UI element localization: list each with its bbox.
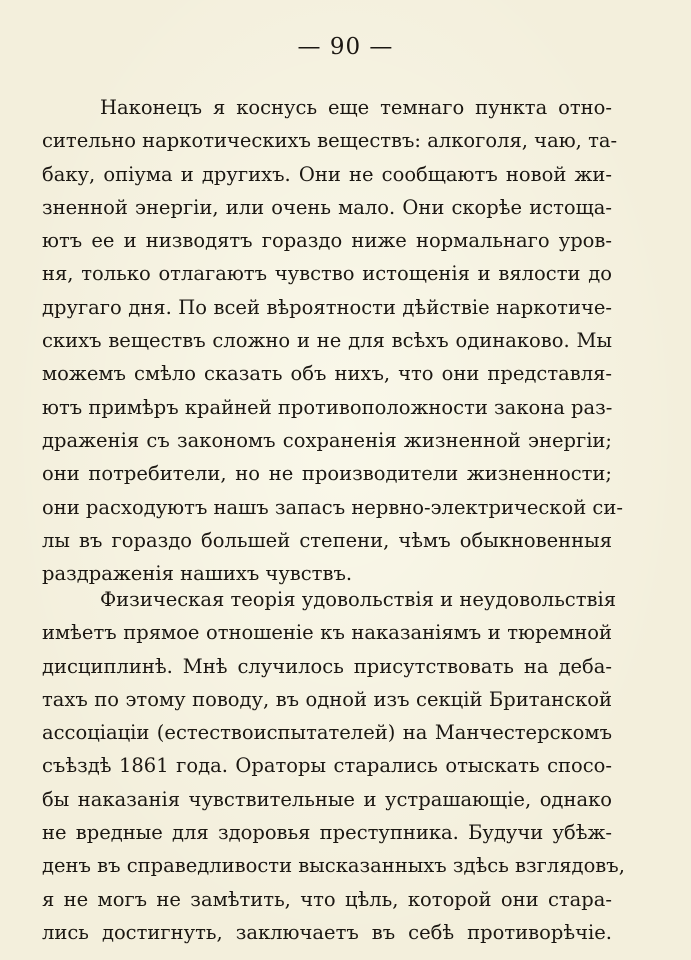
text-line: можемъ смѣло сказать объ нихъ, что они представля- [42,362,612,386]
text-line: скихъ веществъ сложно и не для всѣхъ одинаково. Мы [42,329,612,353]
paragraph-punishment [42,583,625,949]
text-line: раздраженія нашихъ чувствъ. [42,562,353,586]
text-line: они потребители, но не производители жизненности; [42,462,612,486]
text-line: бы наказанія чувствительные и устрашающіе, однако [42,787,612,811]
text-line: лись достигнуть, заключаетъ въ себѣ противорѣчіе. [42,920,612,944]
text-line: Физическая теорія удовольствія и неудовольствія [100,588,617,611]
text-line: ня, только отлагаютъ чувство истощенія и вялости до [42,262,612,286]
text-line: съѣздѣ 1861 года. Ораторы старались отыскать спосо- [42,754,612,778]
text-line: Наконецъ я коснусь еще темнаго пункта отно- [100,96,612,119]
text-line: я не могъ не замѣтить, что цѣль, которой они стара- [42,887,612,911]
text-line: ассоціаціи (естествоиспытателей) на Манчестерскомъ [42,721,612,745]
text-line: не вредные для здоровья преступника. Будучи убѣж- [42,821,612,845]
text-line: ютъ ее и низводятъ гораздо ниже нормальнаго уров- [42,229,612,253]
text-line: они расходуютъ нашъ запасъ нервно-электрической си- [42,495,623,519]
text-line: сительно наркотическихъ веществъ: алкоголя, чаю, та- [42,129,618,153]
text-line: имѣетъ прямое отношеніе къ наказаніямъ и тюремной [42,621,612,645]
text-line: другаго дня. По всей вѣроятности дѣйствіе наркотиче- [42,295,612,319]
paragraph-narcotics [42,91,623,590]
text-line: ютъ примѣръ крайней противоположности закона раз- [42,395,613,419]
text-line: зненной энергіи, или очень мало. Они скорѣе истоща- [42,195,612,219]
text-line: денъ въ справедливости высказанныхъ здѣсь взглядовъ, [42,854,625,878]
text-line: тахъ по этому поводу, въ одной изъ секцій Британской [42,687,612,711]
text-line: баку, опіума и другихъ. Они не сообщаютъ новой жи- [42,162,612,186]
text-line: дисциплинѣ. Мнѣ случилось присутствовать на деба- [42,654,612,678]
text-line: драженія съ закономъ сохраненія жизненной энергіи; [42,428,612,452]
text-line: лы въ гораздо большей степени, чѣмъ обыкновенныя [42,528,612,552]
page-number: — 90 — [297,34,394,60]
